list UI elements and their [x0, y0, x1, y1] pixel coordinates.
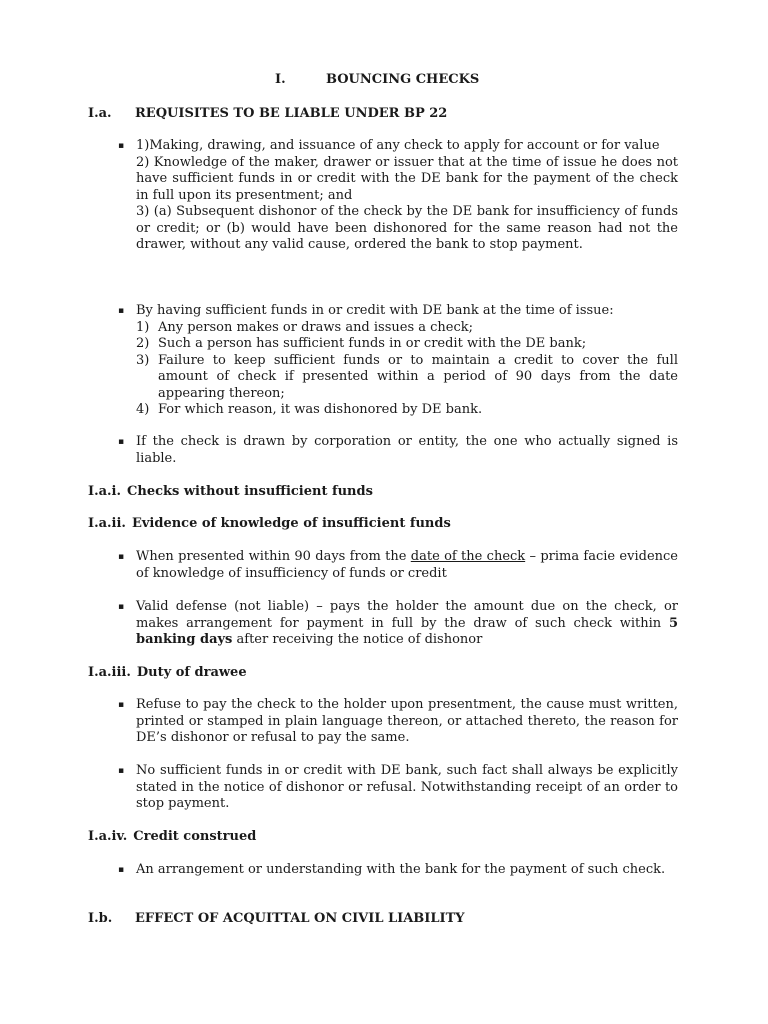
heading-ia: I.a. REQUISITES TO BE LIABLE UNDER BP 22	[88, 106, 448, 121]
title-number: I.	[275, 72, 286, 87]
heading-iai: I.a.i. Checks without insufficient funds	[88, 484, 373, 499]
list-item: 3) Failure to keep sufficient funds or to maintain a credit to cover the full amount of check if presented within a period of 90 days from the date appearing thereon;	[136, 352, 678, 401]
date-of-check: date of the check	[410, 549, 526, 564]
bullet-no-sufficient-funds: ▪ No sufficient funds in or credit with DE bank, such fact shall always be explicitly stated in the notice of dishonor or refusal. Notwithstanding receipt of an order to stop payment.	[118, 763, 678, 811]
elements-list	[136, 320, 678, 419]
requisite-2: 2) Knowledge of the maker, drawer or issuer that at the time of issue he does not have sufficient funds in or credit with the DE bank for the payment of the check in full upon its presentment; and	[136, 154, 678, 203]
bullet-arrangement: ▪ An arrangement or understanding with the bank for the payment of such check.	[118, 862, 666, 877]
bullet-valid-defense: ▪ Valid defense (not liable) – pays the holder the amount due on the check, or makes arrangement for payment in full by the draw of such check within 5 banking days after receiving the notice of dishonor	[118, 599, 678, 647]
bullet-icon: ▪	[118, 766, 125, 776]
heading-iaii: I.a.ii. Evidence of knowledge of insufficient funds	[88, 516, 451, 531]
bullet-presented-90-days: ▪ When presented within 90 days from the date of the check – prima facie evidence of knowledge of insufficiency of funds or credit	[118, 549, 678, 581]
bullet-corporation: ▪ If the check is drawn by corporation or entity, the one who actually signed is liable.	[118, 434, 678, 466]
bullet-icon: ▪	[118, 437, 125, 447]
list-item: 4) For which reason, it was dishonored by DE bank.	[136, 402, 483, 417]
bullet-icon: ▪	[118, 602, 125, 612]
heading-iaiv: I.a.iv. Credit construed	[88, 829, 257, 844]
bullet-icon: ▪	[118, 865, 125, 875]
list-item: 1) Any person makes or draws and issues a check;	[136, 319, 474, 335]
bullet-icon: ▪	[118, 306, 125, 316]
requisite-3: 3) (a) Subsequent dishonor of the check by the DE bank for insufficiency of funds or credit; or (b) would have been dishonored for the same reason had not the drawer, without any valid cause, ordered the bank to stop payment.	[136, 204, 678, 252]
bullet-refuse-to-pay: ▪ Refuse to pay the check to the holder upon presentment, the cause must written, printed or stamped in plain language thereon, or attached thereto, the reason for DE’s dishonor or refusal to pay the same.	[118, 697, 678, 745]
banking-days: 5 banking days	[136, 615, 678, 647]
bullet-sufficient-funds	[118, 303, 678, 419]
bullet-icon: ▪	[118, 141, 125, 151]
bullet-icon: ▪	[118, 700, 125, 710]
bullet-icon: ▪	[118, 552, 125, 562]
requisite-1: 1)Making, drawing, and issuance of any check to apply for account or for value	[136, 138, 660, 153]
bullet-requisites	[118, 138, 678, 254]
heading-ib: I.b. EFFECT OF ACQUITTAL ON CIVIL LIABILITY	[88, 911, 465, 926]
list-item: 2) Such a person has sufficient funds in or credit with the DE bank;	[136, 336, 587, 351]
sufficient-funds-intro: By having sufficient funds in or credit with DE bank at the time of issue:	[136, 303, 614, 318]
title-text: BOUNCING CHECKS	[326, 72, 480, 87]
heading-iaiii: I.a.iii. Duty of drawee	[88, 665, 247, 680]
